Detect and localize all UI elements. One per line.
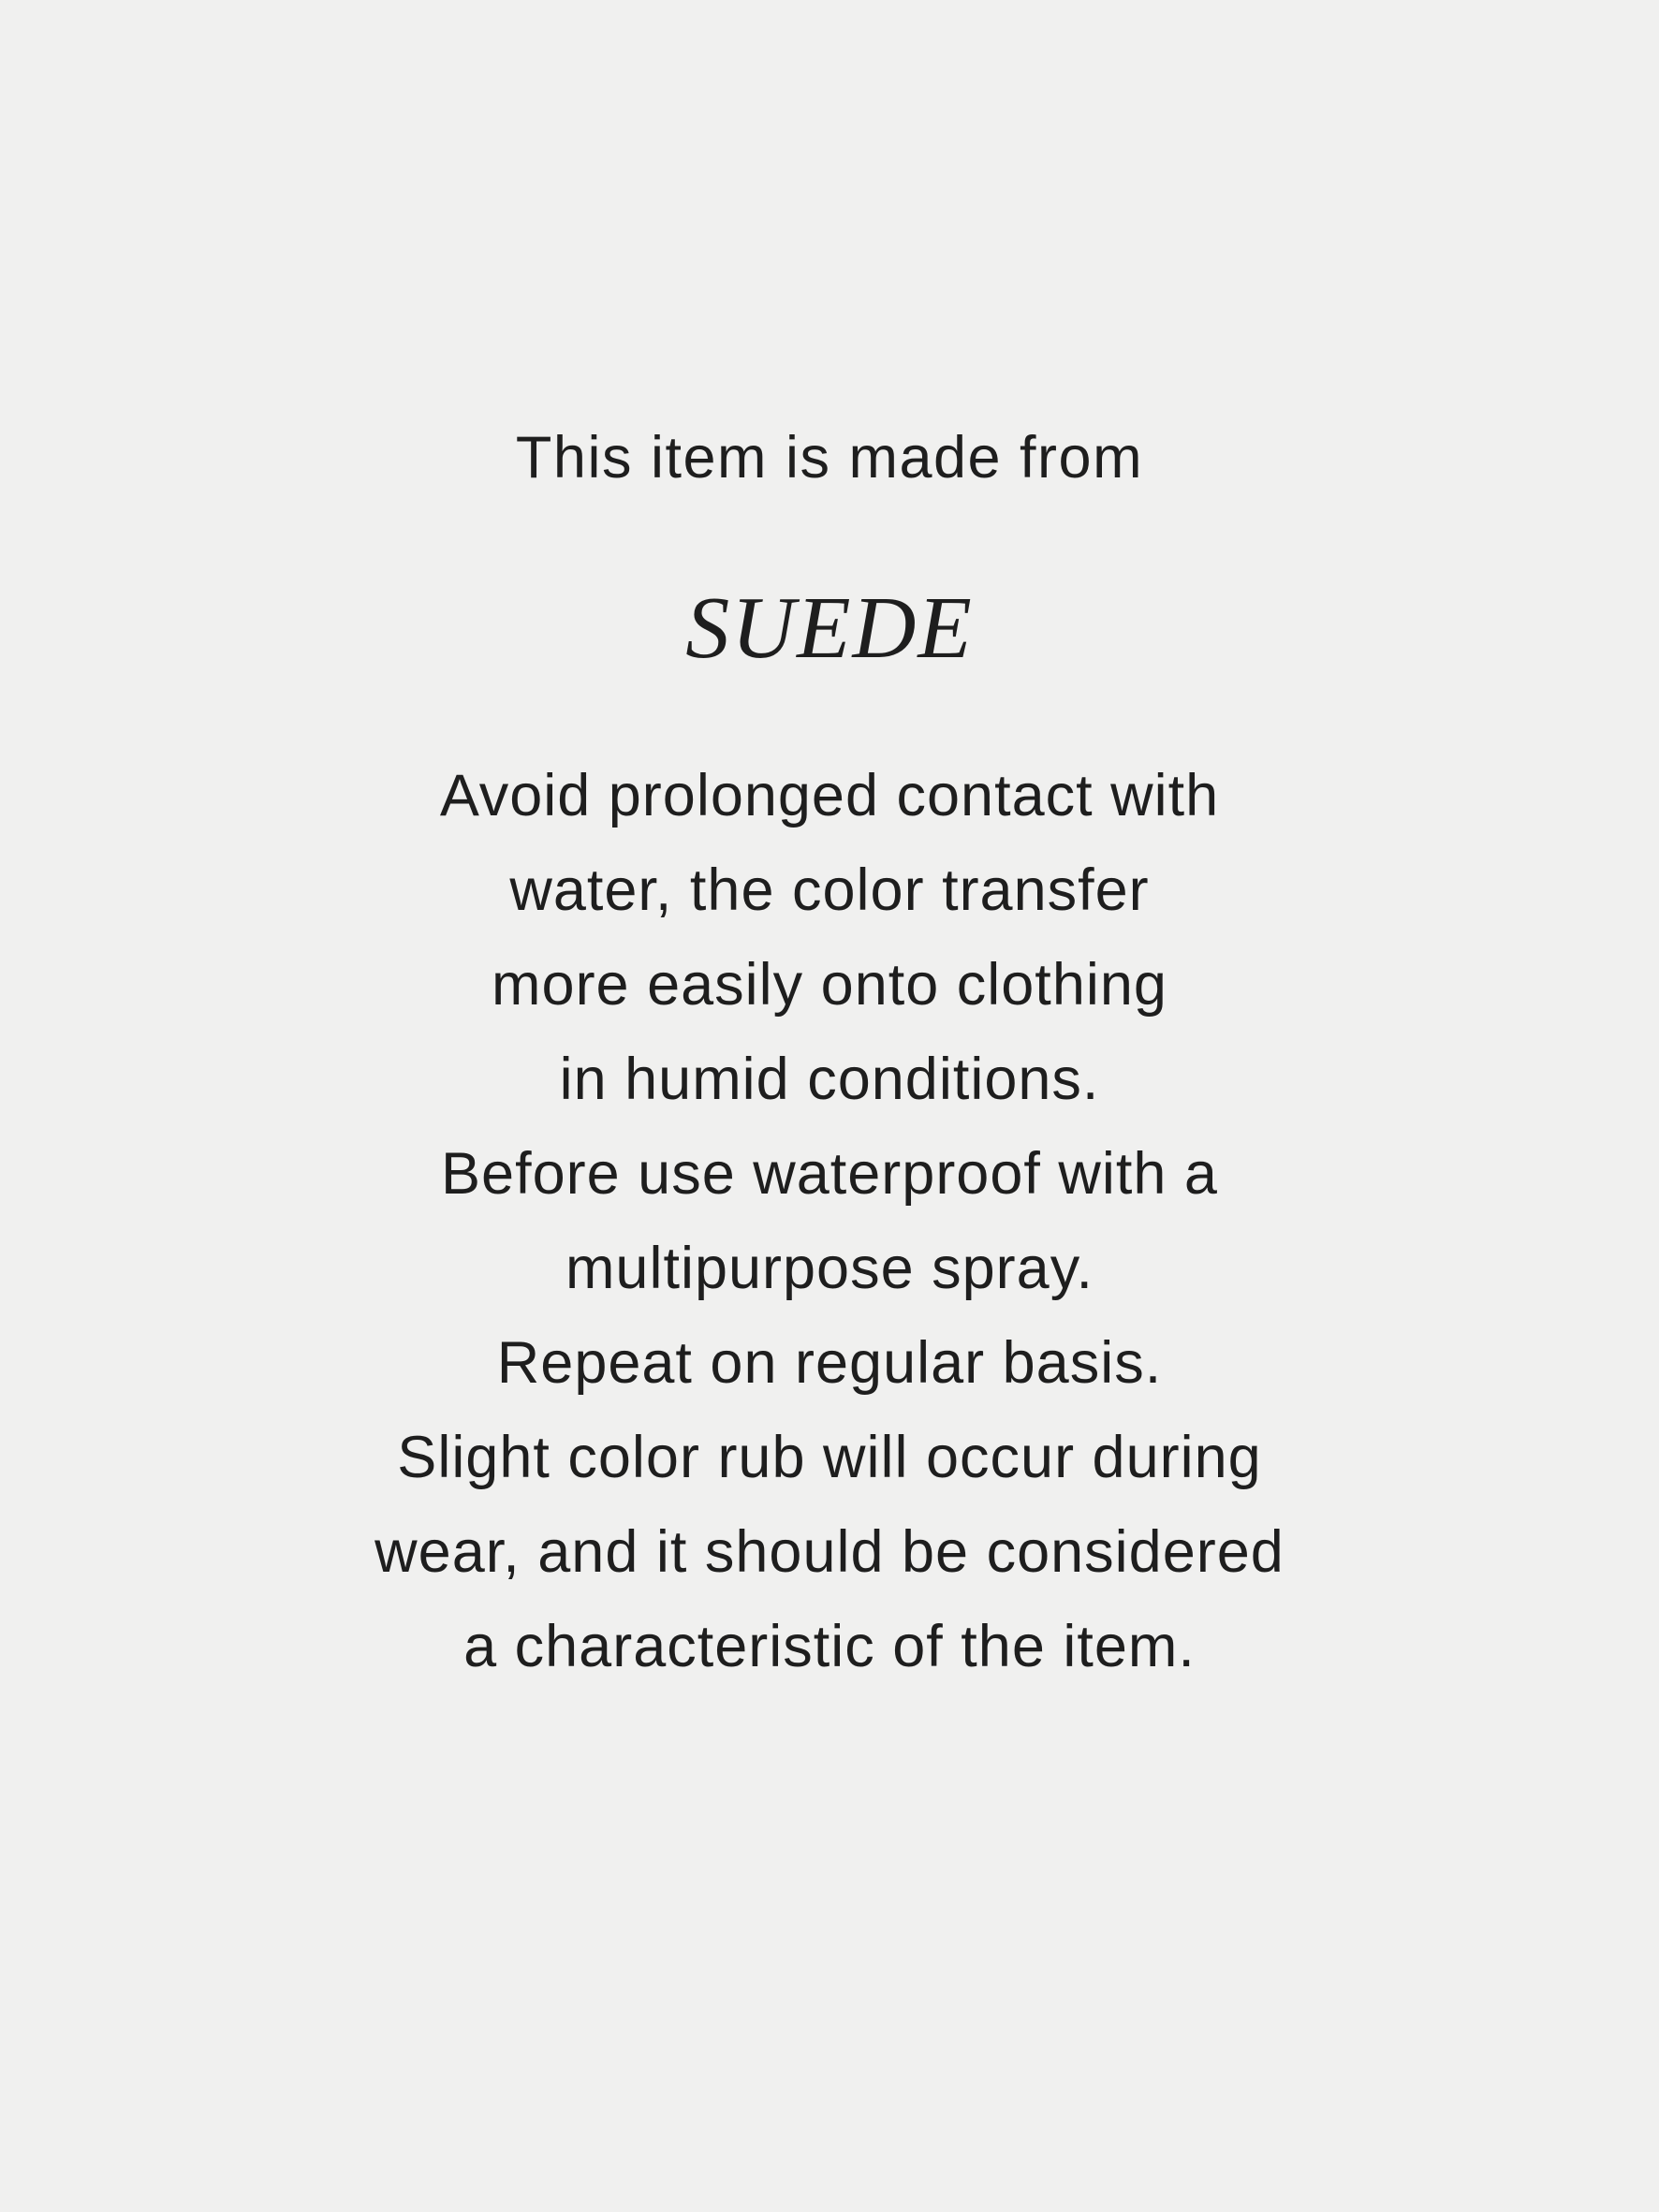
intro-text: This item is made from: [515, 425, 1144, 491]
care-line: in humid conditions.: [559, 1047, 1100, 1112]
care-line: Avoid prolonged contact with: [439, 763, 1220, 828]
material-name: SUEDE: [685, 579, 974, 677]
care-instructions: [0, 749, 1659, 1694]
care-line: a characteristic of the item.: [463, 1614, 1196, 1679]
care-line: water, the color transfer: [509, 857, 1150, 923]
care-line: Slight color rub will occur during: [397, 1425, 1262, 1490]
care-line: Repeat on regular basis.: [496, 1330, 1163, 1396]
care-line: Before use waterproof with a: [441, 1141, 1218, 1207]
care-line: multipurpose spray.: [565, 1236, 1094, 1301]
care-line: wear, and it should be considered: [374, 1519, 1285, 1585]
care-line: more easily onto clothing: [492, 952, 1167, 1018]
